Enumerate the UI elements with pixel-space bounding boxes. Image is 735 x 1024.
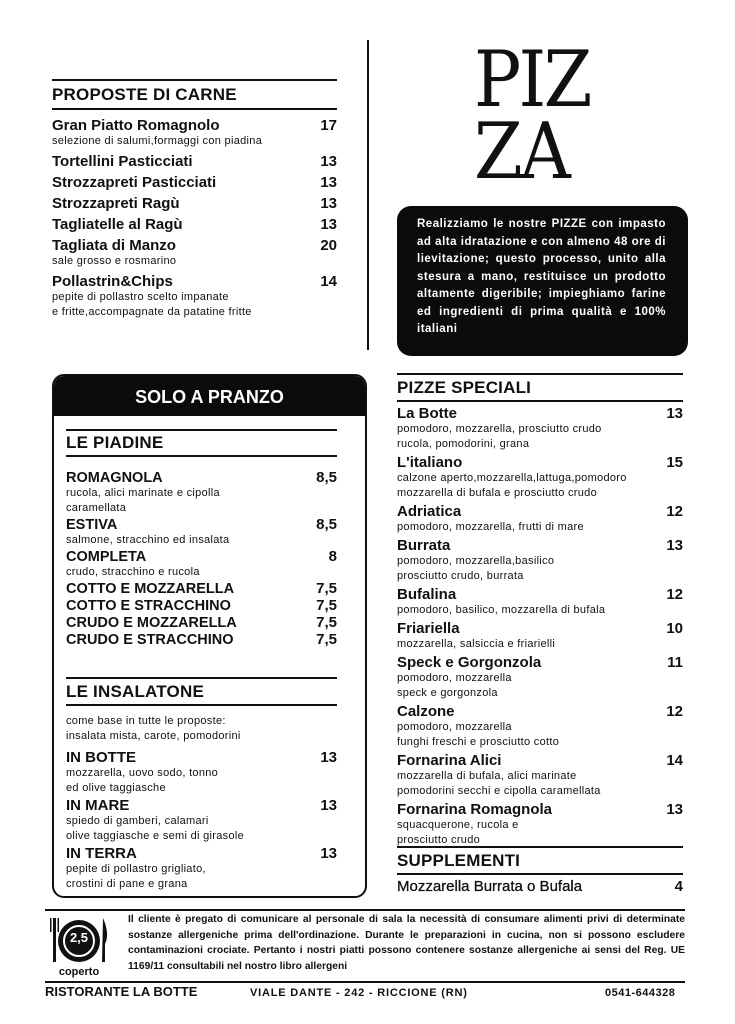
item-name: Burrata <box>397 537 451 554</box>
item-description: funghi freschi e prosciutto cotto <box>397 736 560 748</box>
item-name: Tortellini Pasticciati <box>52 153 193 170</box>
restaurant-phone: 0541-644328 <box>605 987 676 999</box>
menu-item-row <box>52 117 337 134</box>
pranzo-header: SOLO A PRANZO <box>54 376 365 416</box>
menu-item <box>66 614 337 631</box>
pizza-heading-line: ZA <box>474 107 569 197</box>
item-price: 7,5 <box>316 580 337 597</box>
item-price: 13 <box>320 216 337 233</box>
item-description: crostini di pane e grana <box>66 878 188 890</box>
menu-item-row <box>397 752 683 769</box>
menu-item-row <box>397 503 683 520</box>
item-description: rucola, pomodorini, grana <box>397 438 530 450</box>
item-name: IN TERRA <box>66 845 137 862</box>
menu-item <box>66 469 337 516</box>
item-name: ESTIVA <box>66 517 118 533</box>
item-price: 8 <box>328 548 337 565</box>
pizze-list <box>397 405 683 850</box>
item-name: Fornarina Romagnola <box>397 801 553 818</box>
item-price: 13 <box>320 153 337 170</box>
item-description: pomodoro, basilico, mozzarella di bufala <box>397 604 606 616</box>
item-description: pomodorini secchi e cipolla caramellata <box>397 785 601 797</box>
intro-line: insalata mista, carote, pomodorini <box>66 730 241 742</box>
divider <box>397 873 683 875</box>
item-price: 14 <box>320 273 337 290</box>
coperto-label: coperto <box>58 966 100 978</box>
menu-item-row <box>397 801 683 818</box>
menu-item <box>66 797 337 844</box>
menu-item-row <box>66 548 337 565</box>
item-description: pomodoro, mozzarella <box>397 721 512 733</box>
divider <box>52 79 337 81</box>
menu-item <box>397 454 683 501</box>
item-name: CRUDO E MOZZARELLA <box>66 615 237 631</box>
item-description: pomodoro, mozzarella, prosciutto crudo <box>397 423 602 435</box>
item-price: 13 <box>320 845 337 862</box>
item-name: Strozzapreti Pasticciati <box>52 174 217 191</box>
menu-item <box>66 580 337 597</box>
menu-item <box>52 117 337 149</box>
menu-item-row <box>66 631 337 648</box>
section-title-pizze: PIZZE SPECIALI <box>397 378 532 397</box>
menu-item <box>397 801 683 848</box>
section-title-carne: PROPOSTE DI CARNE <box>52 85 237 104</box>
item-name: Strozzapreti Ragù <box>52 195 180 212</box>
item-name: La Botte <box>397 405 457 422</box>
divider <box>52 108 337 110</box>
menu-item-row <box>52 153 337 170</box>
menu-item <box>52 273 337 320</box>
item-description: pepite di pollastro scelto impanate <box>52 291 229 303</box>
item-description: pomodoro, mozzarella <box>397 672 512 684</box>
item-name: Adriatica <box>397 503 462 520</box>
item-description: mozzarella, salsiccia e friarielli <box>397 638 556 650</box>
item-price: 13 <box>666 537 683 554</box>
item-price: 7,5 <box>316 597 337 614</box>
item-description: mozzarella, uovo sodo, tonno <box>66 767 219 779</box>
menu-item-row <box>52 216 337 233</box>
divider <box>397 846 683 848</box>
item-price: 12 <box>666 586 683 603</box>
item-description: pomodoro, mozzarella, frutti di mare <box>397 521 584 533</box>
menu-item-row <box>397 703 683 720</box>
menu-item-row <box>66 469 337 486</box>
menu-item <box>66 845 337 892</box>
vertical-divider <box>367 40 369 350</box>
pizza-heading <box>474 35 590 197</box>
item-description: selezione di salumi,formaggi con piadina <box>52 135 263 147</box>
restaurant-address: VIALE DANTE - 242 - RICCIONE (RN) <box>250 987 468 999</box>
menu-item <box>52 216 337 233</box>
item-name: L'italiano <box>397 454 463 471</box>
item-name: Friariella <box>397 620 460 637</box>
item-description: mozzarella di bufala, alici marinate <box>397 770 577 782</box>
section-title-piadine: LE PIADINE <box>66 433 164 452</box>
menu-item <box>52 237 337 269</box>
item-name: COTTO E MOZZARELLA <box>66 581 235 597</box>
section-title-supplementi: SUPPLEMENTI <box>397 851 521 870</box>
carne-list <box>52 117 337 324</box>
item-price: 13 <box>320 749 337 766</box>
item-description: salmone, stracchino ed insalata <box>66 534 230 546</box>
pizza-heading-line: PIZ <box>474 35 590 125</box>
item-price: 10 <box>666 620 683 637</box>
item-name: Fornarina Alici <box>397 752 502 769</box>
menu-item-row <box>66 845 337 862</box>
menu-item <box>397 503 683 535</box>
intro-box <box>397 206 688 356</box>
menu-item <box>397 586 683 618</box>
item-name: Tagliata di Manzo <box>52 237 176 254</box>
menu-item-row <box>397 586 683 603</box>
supplement-item <box>397 878 683 895</box>
menu-item <box>66 548 337 580</box>
item-price: 15 <box>666 454 683 471</box>
item-description: mozzarella di bufala e prosciutto crudo <box>397 487 598 499</box>
item-description: spiedo di gamberi, calamari <box>66 815 209 827</box>
item-description: sale grosso e rosmarino <box>52 255 177 267</box>
item-description: prosciutto crudo, burrata <box>397 570 524 582</box>
item-price: 12 <box>666 703 683 720</box>
item-name: Gran Piatto Romagnolo <box>52 117 220 134</box>
item-price: 13 <box>666 405 683 422</box>
item-name: COMPLETA <box>66 549 147 565</box>
item-description: caramellata <box>66 502 127 514</box>
divider <box>45 981 685 983</box>
item-price: 7,5 <box>316 614 337 631</box>
item-price: 13 <box>320 195 337 212</box>
item-description: crudo, stracchino e rucola <box>66 566 200 578</box>
section-title-insalatone: LE INSALATONE <box>66 682 204 701</box>
menu-item <box>66 597 337 614</box>
item-price: 20 <box>320 237 337 254</box>
item-description: pepite di pollastro grigliato, <box>66 863 206 875</box>
menu-item <box>66 749 337 796</box>
menu-item <box>52 174 337 191</box>
insalatone-list <box>66 749 337 893</box>
menu-item-row <box>397 405 683 422</box>
item-name: IN MARE <box>66 797 130 814</box>
item-name: Speck e Gorgonzola <box>397 654 542 671</box>
menu-item-row <box>52 195 337 212</box>
menu-item <box>397 703 683 750</box>
divider <box>66 455 337 457</box>
item-price: 13 <box>320 797 337 814</box>
menu-item-row <box>52 273 337 290</box>
item-name: CRUDO E STRACCHINO <box>66 632 234 648</box>
item-price: 11 <box>667 654 683 671</box>
divider <box>45 909 685 911</box>
item-price: 4 <box>674 878 683 895</box>
item-price: 12 <box>666 503 683 520</box>
item-description: olive taggiasche e semi di girasole <box>66 830 245 842</box>
menu-item <box>397 654 683 701</box>
menu-item <box>397 620 683 652</box>
menu-item <box>397 537 683 584</box>
item-description: squacquerone, rucola e <box>397 819 519 831</box>
item-name: Bufalina <box>397 586 457 603</box>
item-price: 17 <box>320 117 337 134</box>
item-name: Calzone <box>397 703 455 720</box>
divider <box>397 400 683 402</box>
menu-item-row <box>52 174 337 191</box>
intro-text: Realizziamo le nostre PIZZE con impasto ad alta idratazione e con almeno 48 ore di lievitazione; questo processo, unito alla stesura a mano, restituisce un prodotto altamente digeribile; impieghiamo farine ed ingredienti di prima qualità e 100% italiani <box>417 218 666 335</box>
item-price: 13 <box>666 801 683 818</box>
piadine-list <box>66 469 337 648</box>
item-name: IN BOTTE <box>66 749 136 766</box>
item-price: 8,5 <box>316 469 337 486</box>
menu-item-row <box>66 516 337 533</box>
divider <box>397 373 683 375</box>
item-name: COTTO E STRACCHINO <box>66 598 231 614</box>
item-price: 7,5 <box>316 631 337 648</box>
menu-item-row <box>397 454 683 471</box>
item-name: ROMAGNOLA <box>66 470 163 486</box>
menu-item-row <box>397 620 683 637</box>
item-description: e fritte,accompagnate da patatine fritte <box>52 306 252 318</box>
item-name: Mozzarella Burrata o Bufala <box>397 878 583 895</box>
menu-item-row <box>397 654 683 671</box>
coperto-price: 2,5 <box>69 930 89 945</box>
divider <box>66 429 337 431</box>
allergen-notice: Il cliente è pregato di comunicare al personale di sala la necessità di consumare alimenti privi di determinate sostanze allergeniche prima dell'ordinazione. Durante le preparazioni in cucina, non si possono escludere contaminazioni crociate. Pertanto i nostri piatti possono contenere sostanze allergeniche ai sensi del Reg. UE 1169/11 consultabili nel nostro libro allergeni <box>128 914 685 972</box>
item-price: 14 <box>666 752 683 769</box>
restaurant-name: RISTORANTE LA BOTTE <box>45 984 198 999</box>
menu-item <box>52 195 337 212</box>
menu-item <box>397 752 683 799</box>
item-description: rucola, alici marinate e cipolla <box>66 487 220 499</box>
menu-item-row <box>66 597 337 614</box>
item-description: calzone aperto,mozzarella,lattuga,pomodoro <box>397 472 627 484</box>
item-description: speck e gorgonzola <box>397 687 498 699</box>
item-price: 8,5 <box>316 516 337 533</box>
divider <box>66 704 337 706</box>
insalatone-intro <box>66 714 337 744</box>
menu-item-row <box>66 614 337 631</box>
menu-item-row <box>66 797 337 814</box>
item-price: 13 <box>320 174 337 191</box>
item-name: Tagliatelle al Ragù <box>52 216 183 233</box>
item-name: Pollastrin&Chips <box>52 273 173 290</box>
intro-line: come base in tutte le proposte: <box>66 715 226 727</box>
menu-item-row <box>52 237 337 254</box>
menu-item <box>52 153 337 170</box>
item-description: ed olive taggiasche <box>66 782 166 794</box>
menu-item-row <box>66 749 337 766</box>
menu-item <box>397 405 683 452</box>
menu-item <box>66 516 337 548</box>
menu-item-row <box>397 537 683 554</box>
menu-item <box>66 631 337 648</box>
divider <box>66 677 337 679</box>
coperto-badge <box>48 914 110 980</box>
item-description: prosciutto crudo <box>397 834 481 846</box>
item-description: pomodoro, mozzarella,basilico <box>397 555 555 567</box>
menu-item-row <box>66 580 337 597</box>
